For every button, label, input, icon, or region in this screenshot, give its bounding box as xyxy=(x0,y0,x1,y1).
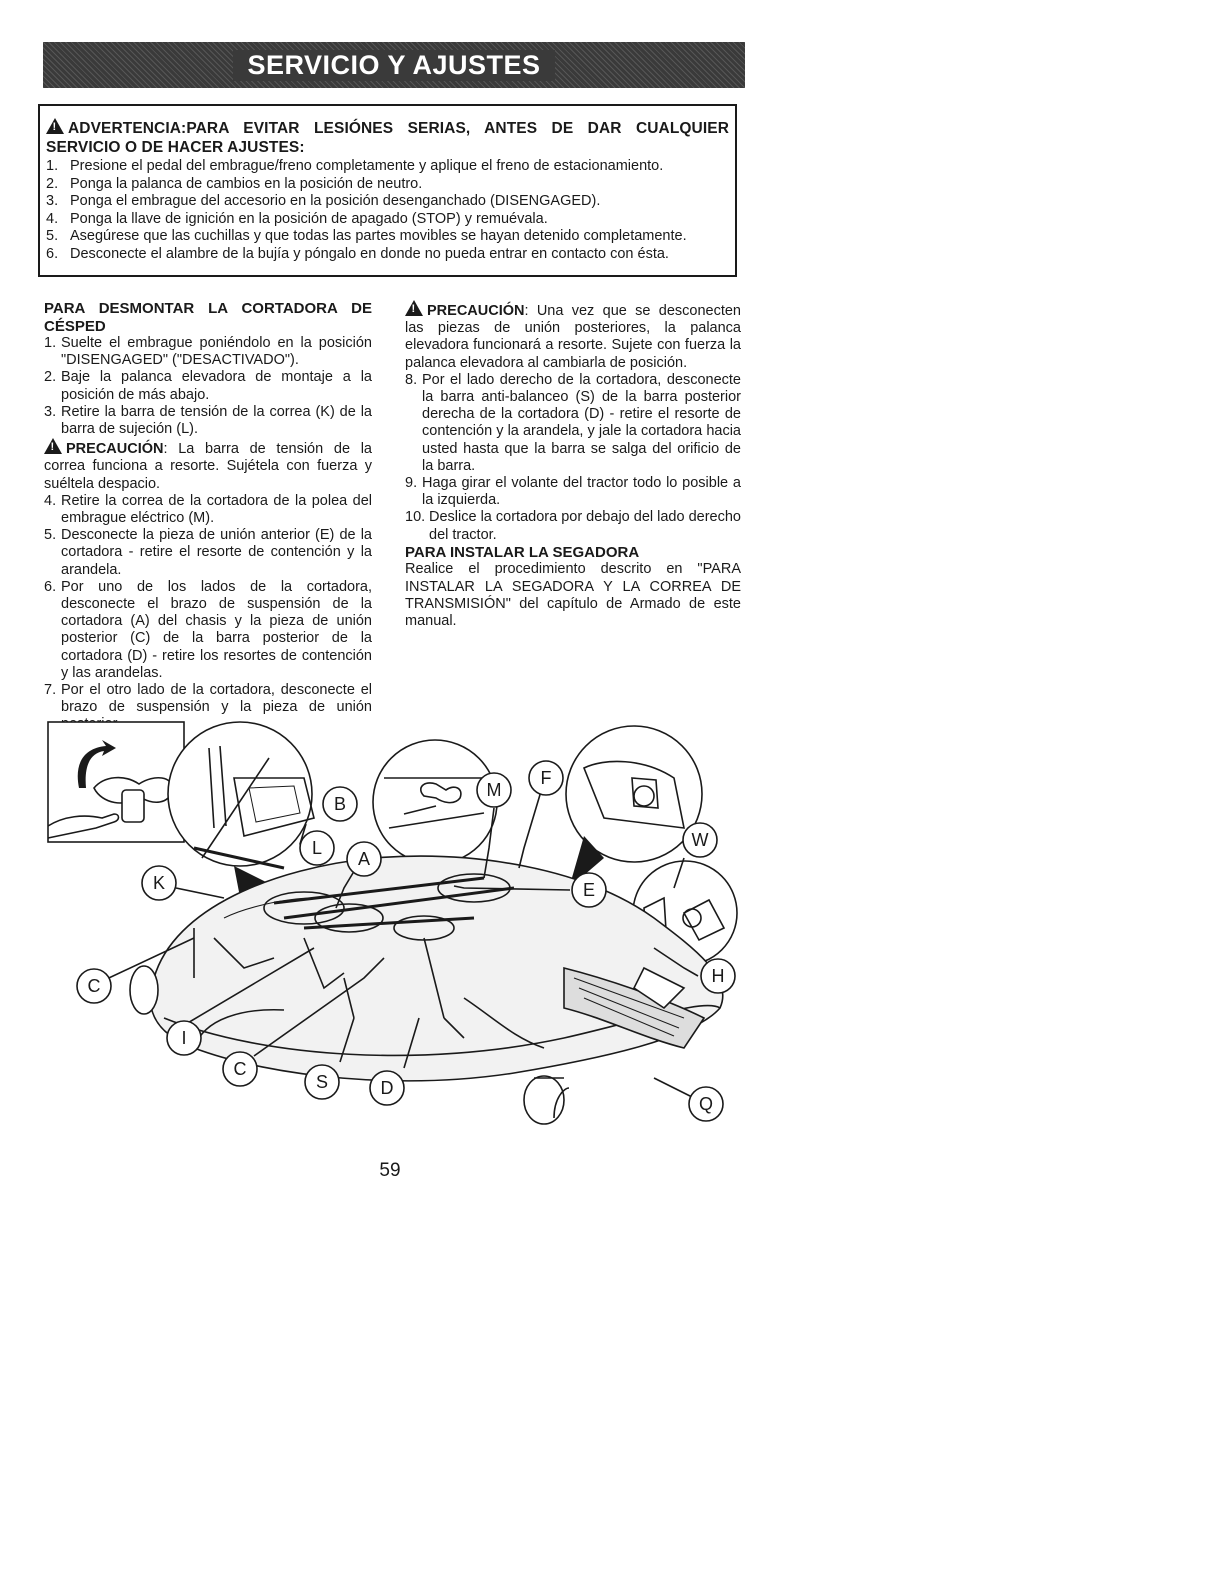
callout-W xyxy=(683,823,717,857)
step-item: 1. Suelte el embrague poniéndolo en la posición "DISENGAGED" ("DESACTIVADO"). xyxy=(44,335,372,369)
callout-D xyxy=(370,1071,404,1105)
list-item: 1. Presione el pedal del embrague/freno completamente y aplique el freno de estacionamiento. xyxy=(46,158,664,174)
callout-C xyxy=(223,1052,257,1086)
list-item: 5. Asegúrese que las cuchillas y que todas las partes movibles se hayan detenido completamente. xyxy=(46,228,687,244)
step-item: 6. Por uno de los lados de la cortadora, desconecte el brazo de suspensión de la cortadora (A) del chasis y la pieza de unión posterior (C) de la barra posterior de la cortadora (D) - retire los resortes de contención y las arandelas. xyxy=(44,578,372,681)
caution-note: !PRECAUCIÓN: La barra de tensión de la correa funciona a resorte. Sujétela con fuerza y suéltela despacio. xyxy=(44,438,372,493)
svg-text:L: L xyxy=(311,838,323,858)
step-item: 3. Retire la barra de tensión de la correa (K) de la barra de sujeción (L). xyxy=(44,403,372,438)
callout-F xyxy=(529,761,563,795)
callout-M xyxy=(477,773,511,807)
callout-H xyxy=(701,959,735,993)
list-item: 3. Ponga el embrague del accesorio en la posición desenganchado (DISENGAGED). xyxy=(46,193,601,209)
svg-text:A: A xyxy=(357,849,371,869)
caution-note: !PRECAUCIÓN: Una vez que se desconecten las piezas de unión posteriores, la palanca elevadora funcionará a resorte. Sujete con fuerza la palanca elevadora al cambiarla de posición. xyxy=(405,300,741,372)
list-item: 2. Ponga la palanca de cambios en la posición de neutro. xyxy=(46,175,423,192)
svg-text:K: K xyxy=(152,873,166,893)
svg-text:C: C xyxy=(233,1059,247,1079)
warning-list xyxy=(46,158,735,263)
warning-box xyxy=(38,104,737,277)
callout-B xyxy=(323,787,357,821)
svg-text:D: D xyxy=(380,1078,394,1098)
warning-icon xyxy=(44,438,62,454)
svg-text:B: B xyxy=(333,794,347,814)
install-paragraph: Realice el procedimiento descrito en "PARA INSTALAR LA SEGADORA Y LA CORREA DE TRANSMISIÓN" del capítulo de Armado de este manual. xyxy=(405,561,741,629)
inset-box xyxy=(48,722,184,842)
warning-icon xyxy=(46,118,64,134)
section-heading: PARA INSTALAR LA SEGADORA xyxy=(405,543,640,561)
callout-S xyxy=(305,1065,339,1099)
svg-text:C: C xyxy=(87,976,101,996)
svg-text:W: W xyxy=(691,830,709,850)
svg-text:H: H xyxy=(711,966,725,986)
right-column xyxy=(405,300,741,630)
svg-text:Q: Q xyxy=(698,1094,714,1114)
warning-heading: !ADVERTENCIA:PARA EVITAR LESIÓNES SERIAS, ANTES DE DAR CUALQUIER SERVICIO O DE HACER AJUSTES: xyxy=(46,118,729,157)
step-item: 8. Por el lado derecho de la cortadora, desconecte la barra anti-balanceo (S) de la barra posterior derecha de la cortadora (D) - retire el resorte de contención y la arandela, y jale la cortadora hacia usted hasta que la barra se salga del orificio de la barra. xyxy=(405,371,741,474)
callout-C xyxy=(77,969,111,1003)
svg-text:E: E xyxy=(582,880,596,900)
mower-deck-illustration xyxy=(44,718,744,1128)
svg-text:I: I xyxy=(181,1028,187,1048)
deck-wheel xyxy=(130,966,158,1014)
callout-K xyxy=(142,866,176,900)
step-item: 7. Por el otro lado de la cortadora, desconecte el brazo de suspensión y la pieza de unión xyxy=(44,682,372,716)
list-item: 4. Ponga la llave de ignición en la posición de apagado (STOP) y remuévala. xyxy=(46,210,548,227)
callout-A xyxy=(347,842,381,876)
detail-circle xyxy=(168,722,312,866)
left-column xyxy=(44,300,372,734)
step-item: 10. Deslice la cortadora por debajo del lado derecho del tractor. xyxy=(405,509,741,543)
svg-text:M: M xyxy=(486,780,502,800)
list-item: 6. Desconecte el alambre de la bujía y póngalo en donde no pueda entrar en contacto con ésta. xyxy=(46,245,669,262)
svg-text:S: S xyxy=(315,1072,329,1092)
callout-E xyxy=(572,873,606,907)
callout-Q xyxy=(689,1087,723,1121)
step-item: 9. Haga girar el volante del tractor todo lo posible a la izquierda. xyxy=(405,475,741,509)
detail-circle xyxy=(373,740,497,864)
section-banner xyxy=(43,42,745,88)
step-item: 5. Desconecte la pieza de unión anterior (E) de la cortadora - retire el resorte de contención y la arandela. xyxy=(44,527,372,578)
warning-icon xyxy=(405,300,423,316)
step-item: 2. Baje la palanca elevadora de montaje a la posición de más abajo. xyxy=(44,369,372,403)
section-heading: PARA DESMONTAR LA CORTADORA DE CÉSPED xyxy=(44,300,372,335)
callout-I xyxy=(167,1021,201,1055)
step-item: 4. Retire la correa de la cortadora de la polea del embrague eléctrico (M). xyxy=(44,492,372,527)
svg-text:F: F xyxy=(540,768,552,788)
page-title: SERVICIO Y AJUSTES xyxy=(233,50,554,81)
callout-L xyxy=(300,831,334,865)
page-number: 59 xyxy=(379,1160,401,1181)
mower-deck xyxy=(150,856,722,1081)
